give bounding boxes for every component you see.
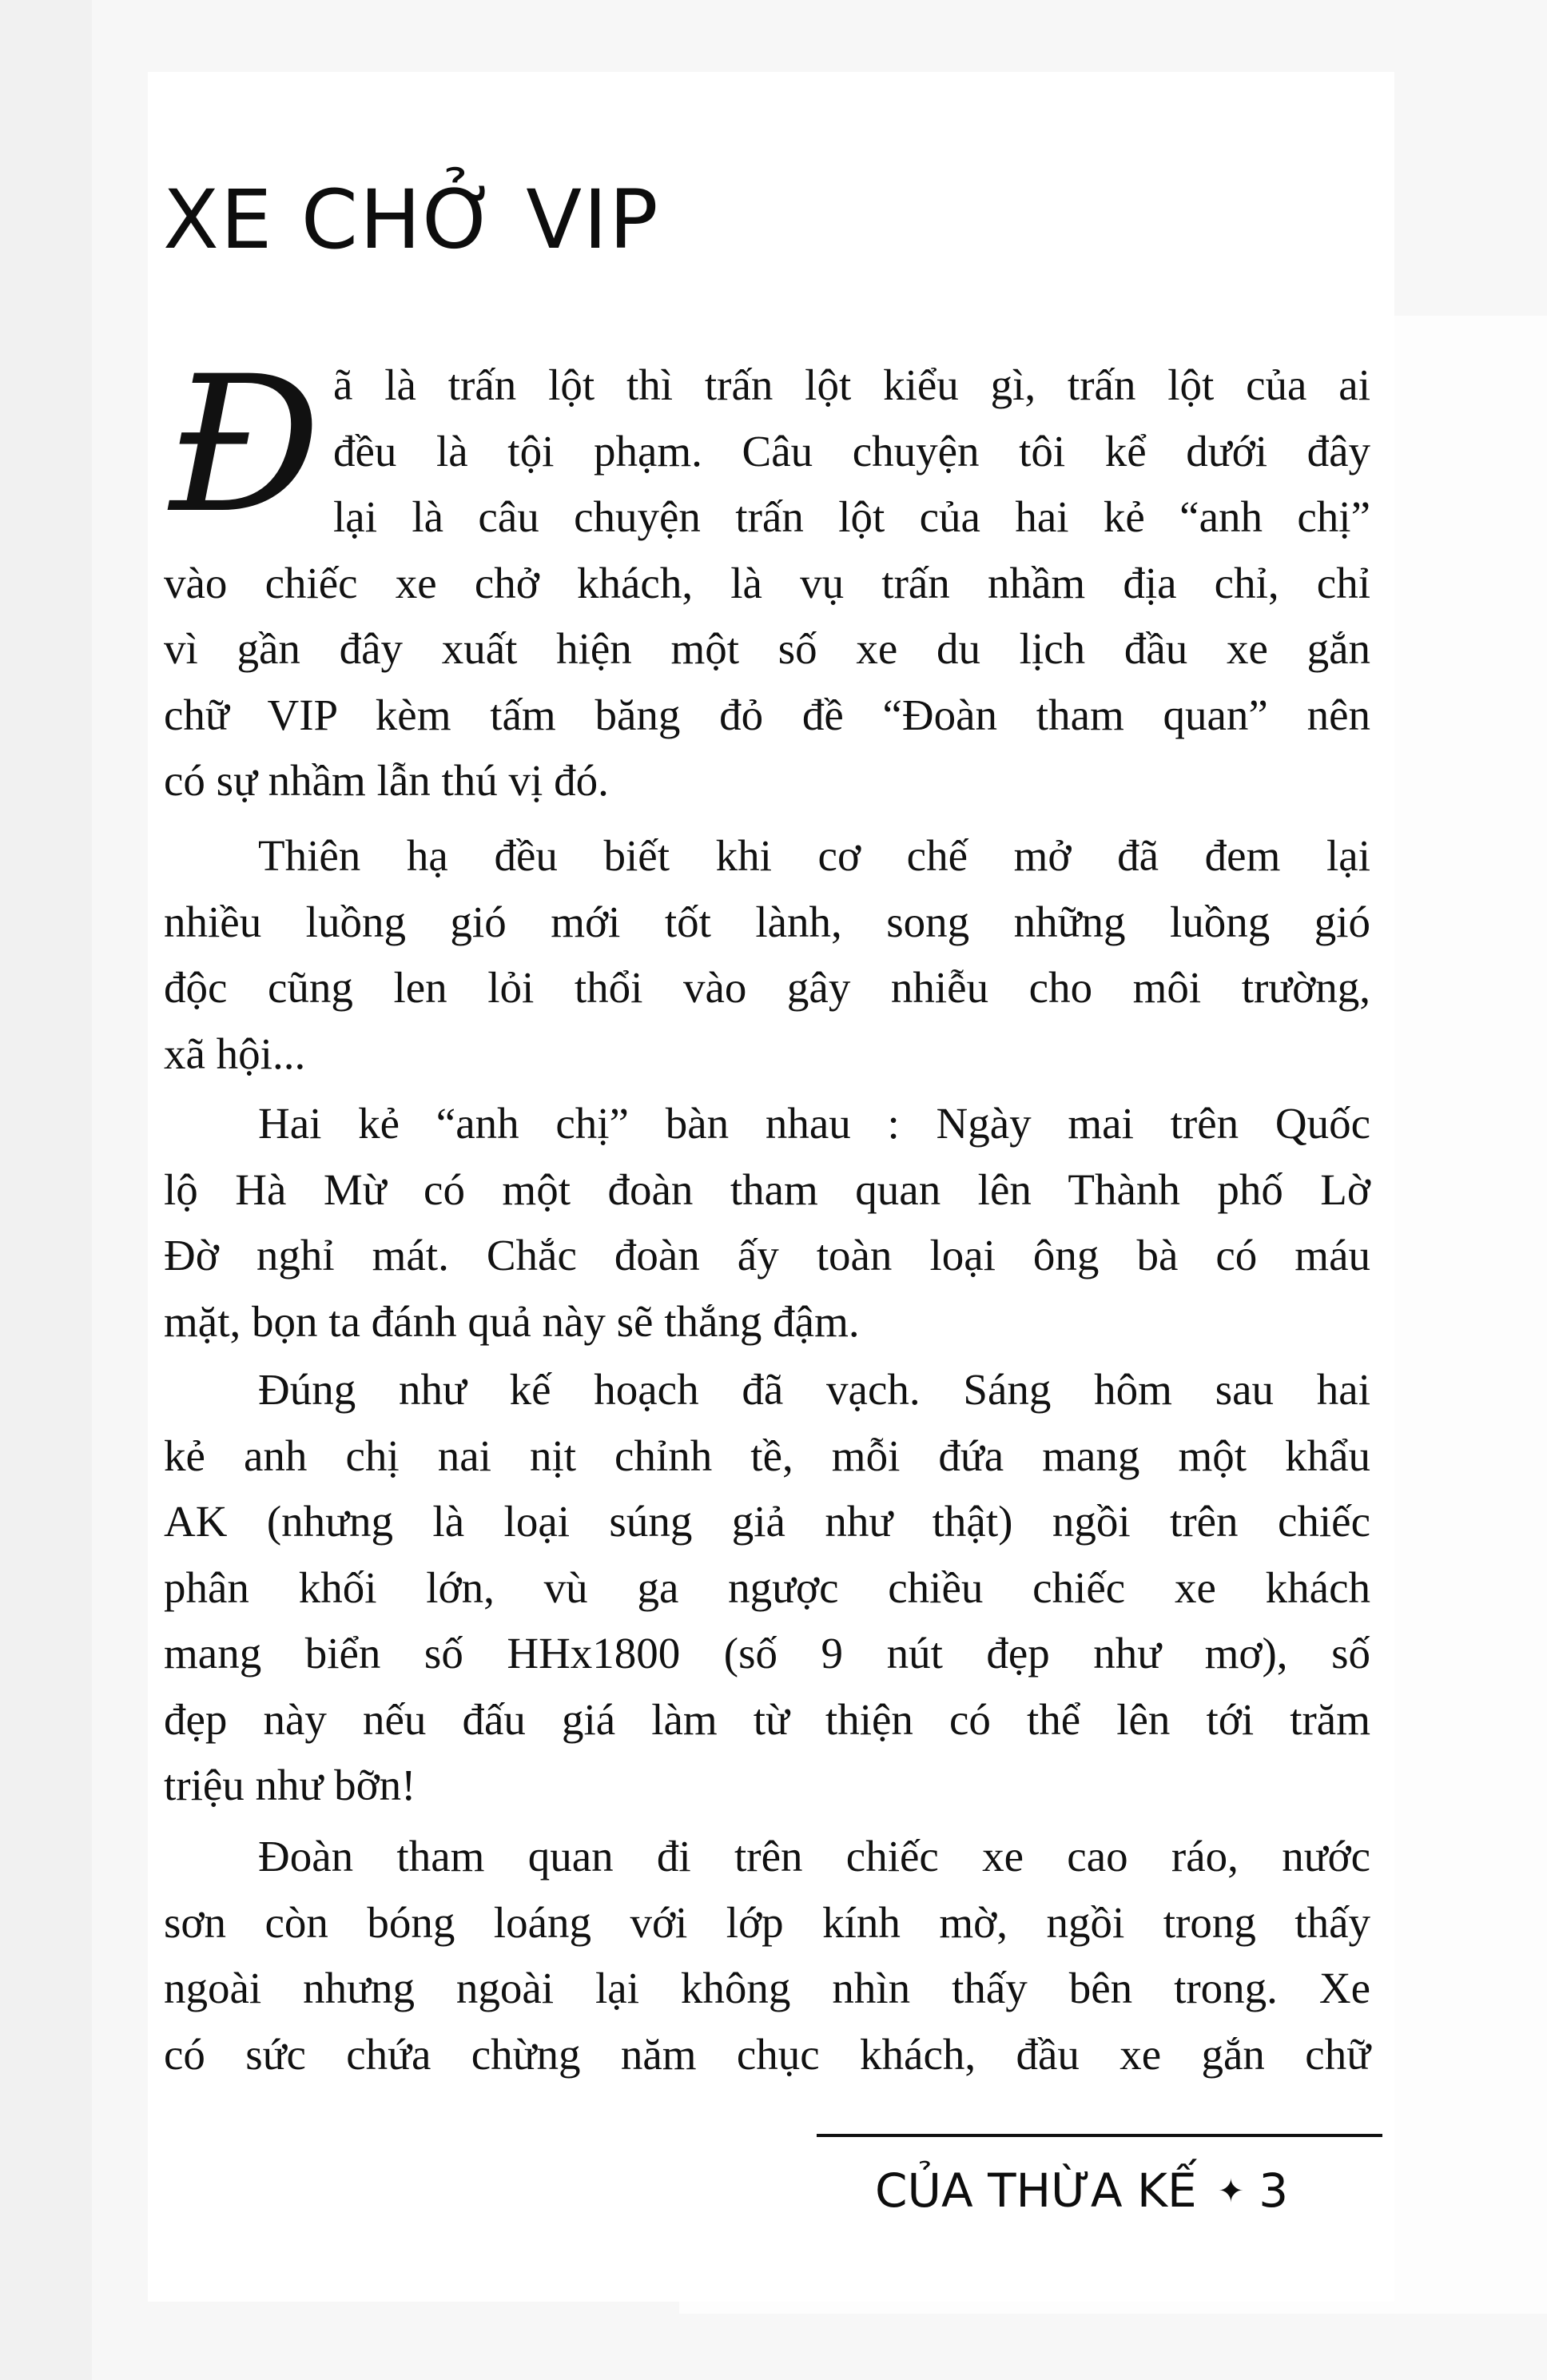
text-line: Hai kẻ “anh chị” bàn nhau : Ngày mai trên Quốc — [258, 1099, 1370, 1148]
text-line: sơn còn bóng loáng với lớp kính mờ, ngồi trong thấy — [164, 1897, 1370, 1947]
text-line: phân khối lớn, vù ga ngược chiều chiếc xe khách — [164, 1562, 1370, 1612]
paragraph-3 — [164, 1091, 1370, 1355]
text-line: ã là trấn lột thì trấn lột kiểu gì, trấn lột của ai — [333, 360, 1370, 409]
diamond-icon: ✦ — [1217, 2173, 1245, 2210]
text-line: có sức chứa chừng năm chục khách, đầu xe gắn chữ — [164, 2029, 1370, 2079]
text-line: Đúng như kế hoạch đã vạch. Sáng hôm sau hai — [258, 1365, 1370, 1414]
text-line: độc cũng len lỏi thổi vào gây nhiễu cho môi trường, — [164, 963, 1370, 1012]
text-line: nhiều luồng gió mới tốt lành, song những luồng gió — [164, 897, 1370, 946]
text-line: lại là câu chuyện trấn lột của hai kẻ “anh chị” — [333, 492, 1370, 541]
page-footer — [875, 2163, 1289, 2218]
paragraph-1 — [164, 336, 1370, 814]
chapter-title: XE CHỞ VIP — [163, 173, 660, 268]
text-line: có sự nhầm lẫn thú vị đó. — [164, 756, 609, 805]
text-line: mặt, bọn ta đánh quả này sẽ thắng đậm. — [164, 1296, 860, 1346]
text-line: ngoài nhưng ngoài lại không nhìn thấy bên trong. Xe — [164, 1964, 1370, 2012]
footer-rule — [817, 2134, 1382, 2137]
text-line: kẻ anh chị nai nịt chỉnh tề, mỗi đứa mang một khẩu — [164, 1431, 1370, 1480]
text-line: xã hội... — [164, 1029, 306, 1078]
text-line: mang biển số HHx1800 (số 9 nút đẹp như mơ), số — [164, 1629, 1370, 1678]
text-line: triệu như bỡn! — [164, 1761, 416, 1809]
text-line: đều là tội phạm. Câu chuyện tôi kể dưới đây — [333, 426, 1370, 476]
paragraph-4 — [164, 1357, 1370, 1819]
text-line: vì gần đây xuất hiện một số xe du lịch đầu xe gắn — [164, 624, 1370, 673]
text-line: lộ Hà Mừ có một đoàn tham quan lên Thành phố Lờ — [164, 1164, 1370, 1214]
paragraph-5 — [164, 1824, 1370, 2087]
text-line: Đờ nghỉ mát. Chắc đoàn ấy toàn loại ông bà có máu — [164, 1231, 1370, 1280]
running-title: CỦA THỪA KẾ — [875, 2163, 1197, 2218]
text-line: AK (nhưng là loại súng giả như thật) ngồi trên chiếc — [164, 1497, 1370, 1546]
paragraph-2 — [164, 823, 1370, 1087]
text-line: Thiên hạ đều biết khi cơ chế mở đã đem lại — [258, 831, 1370, 880]
text-line: Đoàn tham quan đi trên chiếc xe cao ráo, nước — [258, 1832, 1370, 1881]
text-line: vào chiếc xe chở khách, là vụ trấn nhầm địa chỉ, chỉ — [164, 558, 1370, 607]
page-number: 3 — [1259, 2163, 1289, 2218]
text-line: chữ VIP kèm tấm băng đỏ đề “Đoàn tham quan” nên — [164, 690, 1370, 739]
text-line: đẹp này nếu đấu giá làm từ thiện có thể lên tới trăm — [164, 1694, 1370, 1744]
drop-cap: Đ — [169, 336, 321, 555]
